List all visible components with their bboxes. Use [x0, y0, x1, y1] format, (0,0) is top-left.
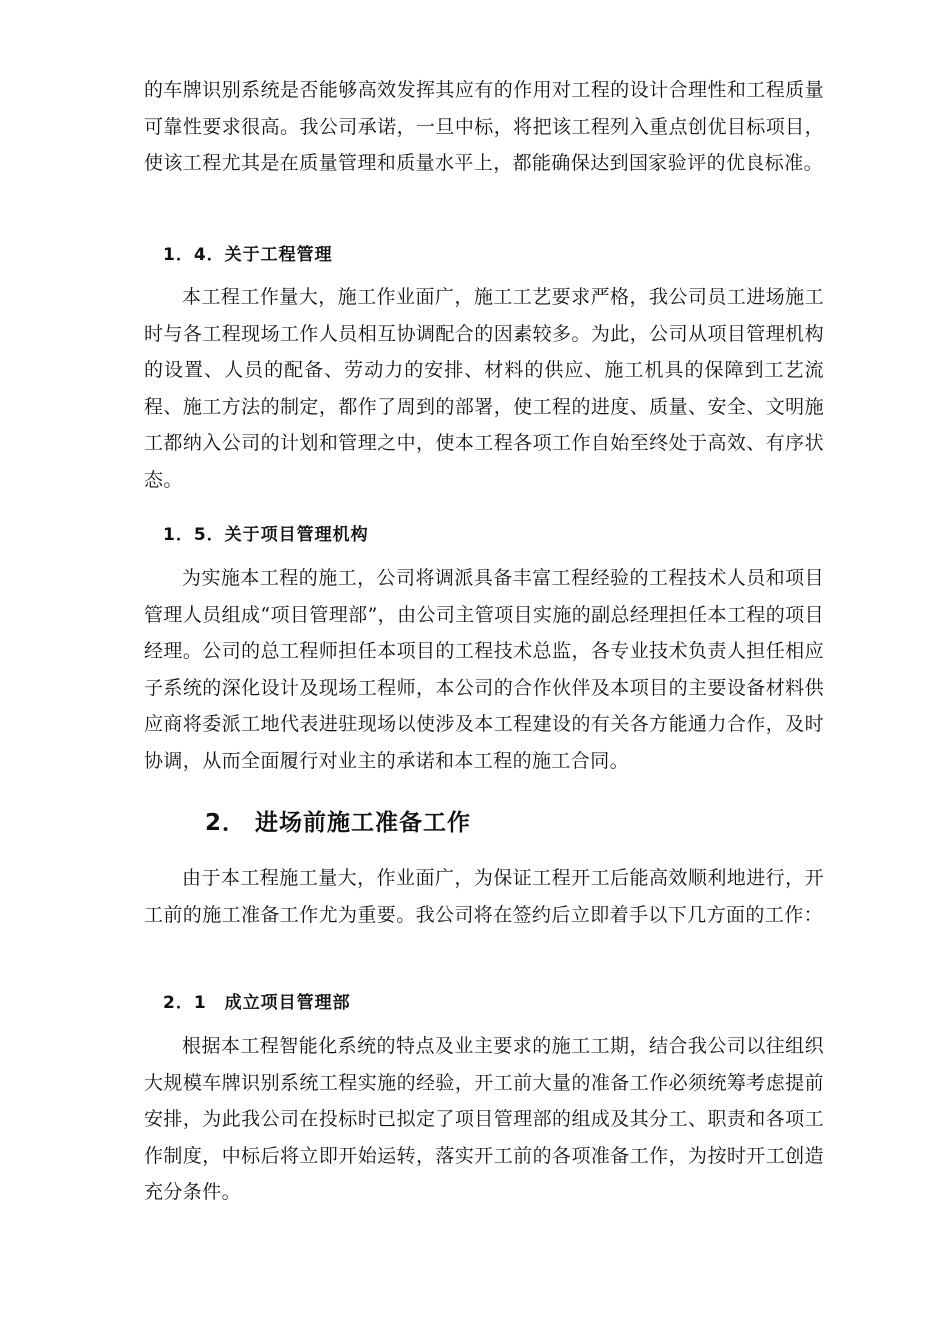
paragraph-preparation-intro: 由于本工程施工量大，作业面广，为保证工程开工后能高效顺利地进行，开工前的施工准备工作尤为重要。我公司将在签约后立即着手以下几方面的工作：: [144, 867, 824, 926]
section-heading-2-1: 2．1 成立项目管理部: [163, 993, 351, 1013]
paragraph-project-organization: 为实施本工程的施工，公司将调派具备丰富工程经验的工程技术人员和项目管理人员组成“项目管理部”，由公司主管项目实施的副总经理担任本工程的项目经理。公司的总工程师担任本项目的工程技术总监，各专业技术负责人担任相应子系统的深化设计及现场工程师，本公司的合作伙伴及本项目的主要设备材料供应商将委派工地代表进驻现场以使涉及本工程建设的有关各方能通力合作，及时协调，从而全面履行对业主的承诺和本工程的施工合同。: [144, 567, 824, 772]
section-heading-1-4: 1．4．关于工程管理: [163, 245, 333, 265]
section-heading-1-5: 1．5．关于项目管理机构: [163, 525, 369, 545]
paragraph-engineering-management: 本工程工作量大，施工作业面广，施工工艺要求严格，我公司员工进场施工时与各工程现场工作人员相互协调配合的因素较多。为此，公司从项目管理机构的设置、人员的配备、劳动力的安排、材料的供应、施工机具的保障到工艺流程、施工方法的制定，都作了周到的部署，使工程的进度、质量、安全、文明施工都纳入公司的计划和管理之中，使本工程各项工作自始至终处于高效、有序状态。: [144, 286, 824, 491]
chapter-heading-2: 2． 进场前施工准备工作: [205, 810, 472, 836]
paragraph-establish-department: 根据本工程智能化系统的特点及业主要求的施工工期，结合我公司以往组织大规模车牌识别系统工程实施的经验，开工前大量的准备工作必须统筹考虑提前安排，为此我公司在投标时已拟定了项目管理部的组成及其分工、职责和各项工作制度，中标后将立即开始运转，落实开工前的各项准备工作，为按时开工创造充分条件。: [144, 1035, 824, 1203]
paragraph-quality-commitment: 的车牌识别系统是否能够高效发挥其应有的作用对工程的设计合理性和工程质量可靠性要求很高。我公司承诺，一旦中标，将把该工程列入重点创优目标项目，使该工程尤其是在质量管理和质量水平上，都能确保达到国家验评的优良标准。: [144, 79, 824, 174]
